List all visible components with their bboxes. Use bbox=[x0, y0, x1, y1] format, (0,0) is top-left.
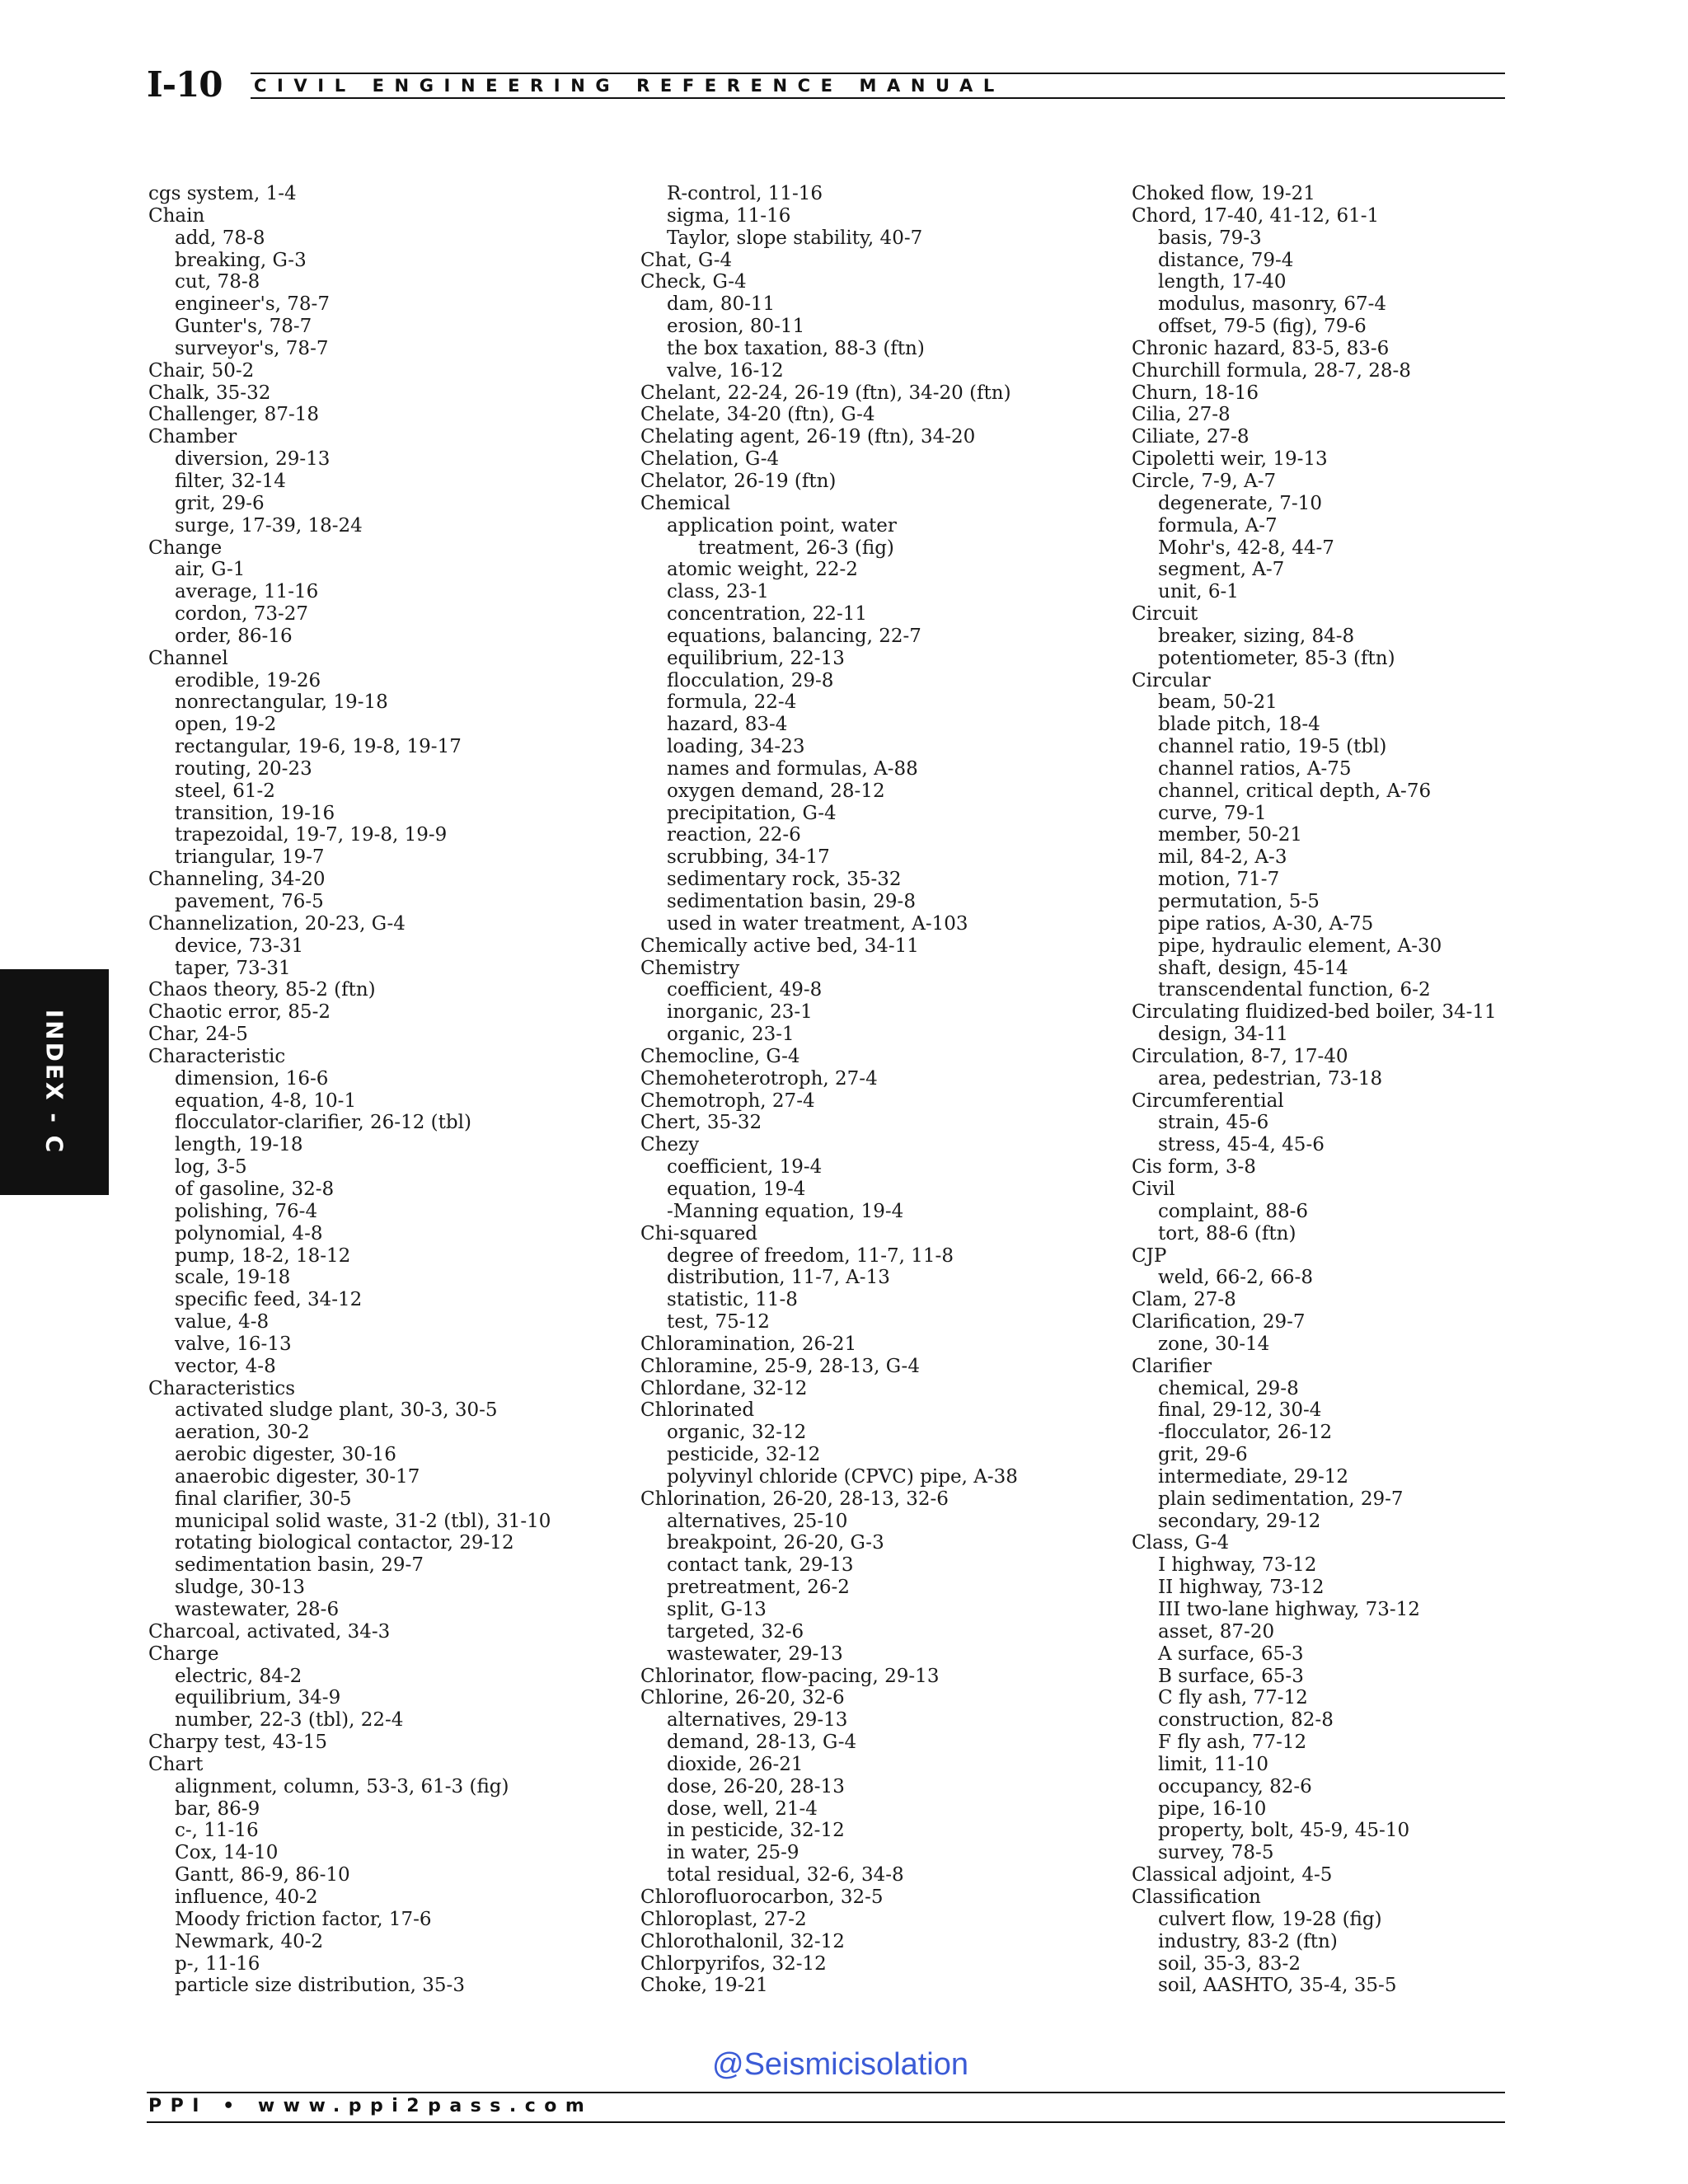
index-subentry: dose, 26-20, 28-13 bbox=[667, 1775, 845, 1797]
index-entry: Classification bbox=[1132, 1886, 1261, 1908]
index-subentry: log, 3-5 bbox=[175, 1156, 247, 1179]
index-subentry: equations, balancing, 22-7 bbox=[667, 625, 921, 647]
index-subentry: targeted, 32-6 bbox=[667, 1620, 804, 1643]
index-subentry: culvert flow, 19-28 (fig) bbox=[1158, 1908, 1382, 1930]
index-entry: Clam, 27-8 bbox=[1132, 1289, 1236, 1311]
index-subentry: sigma, 11-16 bbox=[667, 204, 791, 227]
index-subentry: breaking, G-3 bbox=[175, 249, 307, 271]
index-subentry: R-control, 11-16 bbox=[667, 183, 823, 204]
index-subentry: polyvinyl chloride (CPVC) pipe, A-38 bbox=[667, 1465, 1018, 1488]
index-subentry: activated sludge plant, 30-3, 30-5 bbox=[175, 1399, 498, 1422]
index-entry: Chloroplast, 27-2 bbox=[640, 1908, 807, 1930]
index-entry: Chemically active bed, 34-11 bbox=[640, 935, 919, 957]
index-subentry: member, 50-21 bbox=[1158, 824, 1302, 846]
index-subentry: value, 4-8 bbox=[175, 1311, 270, 1333]
index-entry: Chemoheterotroph, 27-4 bbox=[640, 1067, 878, 1090]
footer-rule-bottom bbox=[147, 2121, 1505, 2123]
index-subentry: breakpoint, 26-20, G-3 bbox=[667, 1532, 884, 1554]
index-entry: Circuit bbox=[1132, 603, 1198, 626]
index-subentry: length, 19-18 bbox=[175, 1134, 303, 1156]
index-entry: Class, G-4 bbox=[1132, 1532, 1230, 1554]
index-entry: Cis form, 3-8 bbox=[1132, 1156, 1256, 1179]
index-subentry: plain sedimentation, 29-7 bbox=[1158, 1488, 1404, 1510]
index-subentry: mil, 84-2, A-3 bbox=[1158, 846, 1287, 869]
footer-text: PPI • www.ppi2pass.com bbox=[148, 2096, 593, 2116]
index-subentry: rectangular, 19-6, 19-8, 19-17 bbox=[175, 736, 462, 758]
index-entry: Chelate, 34-20 (ftn), G-4 bbox=[640, 404, 875, 426]
index-entry: Change bbox=[148, 537, 223, 559]
index-subentry: area, pedestrian, 73-18 bbox=[1158, 1067, 1383, 1090]
index-subentry: surveyor's, 78-7 bbox=[175, 337, 329, 359]
index-subentry: cordon, 73-27 bbox=[175, 603, 309, 626]
index-subentry: zone, 30-14 bbox=[1158, 1333, 1270, 1355]
index-subentry: air, G-1 bbox=[175, 559, 246, 581]
index-entry: Chemical bbox=[640, 492, 731, 514]
index-subentry: pipe, hydraulic element, A-30 bbox=[1158, 935, 1442, 957]
index-subentry: dioxide, 26-21 bbox=[667, 1753, 804, 1775]
index-subentry: pump, 18-2, 18-12 bbox=[175, 1244, 351, 1267]
index-entry: Chlordane, 32-12 bbox=[640, 1377, 808, 1399]
index-subentry: steel, 61-2 bbox=[175, 780, 275, 802]
index-subentry: concentration, 22-11 bbox=[667, 603, 867, 626]
index-entry: Chlorination, 26-20, 28-13, 32-6 bbox=[640, 1488, 949, 1510]
index-subentry: erodible, 19-26 bbox=[175, 669, 321, 691]
index-entry: Chelation, G-4 bbox=[640, 448, 780, 471]
index-subentry: beam, 50-21 bbox=[1158, 691, 1278, 714]
index-entry: CJP bbox=[1132, 1244, 1167, 1267]
index-entry: Chemistry bbox=[640, 957, 740, 979]
index-subentry: soil, 35-3, 83-2 bbox=[1158, 1952, 1301, 1975]
index-entry: Chalk, 35-32 bbox=[148, 382, 271, 404]
index-subentry: grit, 29-6 bbox=[175, 492, 265, 514]
index-subentry: used in water treatment, A-103 bbox=[667, 912, 968, 935]
index-subentry: valve, 16-13 bbox=[175, 1333, 292, 1355]
index-subentry: alternatives, 29-13 bbox=[667, 1709, 848, 1732]
index-subentry: distance, 79-4 bbox=[1158, 249, 1294, 271]
index-entry: Chaos theory, 85-2 (ftn) bbox=[148, 979, 376, 1001]
index-entry: Challenger, 87-18 bbox=[148, 404, 319, 426]
page-number: I-10 bbox=[147, 64, 223, 105]
index-subentry: coefficient, 49-8 bbox=[667, 979, 823, 1001]
index-subentry: distribution, 11-7, A-13 bbox=[667, 1267, 890, 1289]
index-entry: Chi-squared bbox=[640, 1222, 757, 1244]
index-subentry: filter, 32-14 bbox=[175, 470, 286, 492]
index-subentry: length, 17-40 bbox=[1158, 271, 1287, 293]
index-entry: Chlorinator, flow-pacing, 29-13 bbox=[640, 1665, 940, 1687]
index-subentry: sludge, 30-13 bbox=[175, 1577, 305, 1599]
index-entry: Circle, 7-9, A-7 bbox=[1132, 470, 1277, 492]
index-subentry: shaft, design, 45-14 bbox=[1158, 957, 1348, 979]
index-subentry: offset, 79-5 (fig), 79-6 bbox=[1158, 316, 1367, 338]
index-subentry: modulus, masonry, 67-4 bbox=[1158, 293, 1386, 316]
index-subentry: grit, 29-6 bbox=[1158, 1444, 1248, 1466]
index-entry: Circulation, 8-7, 17-40 bbox=[1132, 1045, 1348, 1067]
index-entry: Channeling, 34-20 bbox=[148, 869, 326, 891]
index-subentry: II highway, 73-12 bbox=[1158, 1577, 1325, 1599]
index-subentry: stress, 45-4, 45-6 bbox=[1158, 1134, 1325, 1156]
index-subentry: formula, 22-4 bbox=[667, 691, 797, 714]
index-subentry: III two-lane highway, 73-12 bbox=[1158, 1599, 1420, 1620]
index-entry: Chlorinated bbox=[640, 1399, 755, 1422]
index-subentry: dose, well, 21-4 bbox=[667, 1797, 818, 1820]
header-rule-bottom bbox=[251, 97, 1505, 99]
index-entry: Chain bbox=[148, 204, 205, 227]
index-subentry: application point, water bbox=[667, 514, 897, 537]
index-subentry: pavement, 76-5 bbox=[175, 891, 324, 912]
index-subentry: order, 86-16 bbox=[175, 625, 293, 647]
index-entry: cgs system, 1-4 bbox=[148, 183, 297, 204]
index-subentry: loading, 34-23 bbox=[667, 736, 805, 758]
index-entry: Chelator, 26-19 (ftn) bbox=[640, 470, 837, 492]
index-subentry: -Manning equation, 19-4 bbox=[667, 1200, 904, 1222]
index-subentry: tort, 88-6 (ftn) bbox=[1158, 1222, 1296, 1244]
index-subentry: specific feed, 34-12 bbox=[175, 1289, 363, 1311]
index-subentry: in water, 25-9 bbox=[667, 1842, 799, 1864]
index-subentry: organic, 23-1 bbox=[667, 1024, 795, 1046]
index-subentry: aerobic digester, 30-16 bbox=[175, 1444, 396, 1466]
index-subentry: in pesticide, 32-12 bbox=[667, 1820, 845, 1842]
index-subentry: motion, 71-7 bbox=[1158, 869, 1280, 891]
index-subentry: of gasoline, 32-8 bbox=[175, 1178, 335, 1200]
index-entry: Characteristics bbox=[148, 1377, 296, 1399]
index-column-2 bbox=[640, 183, 1102, 1997]
index-subentry: basis, 79-3 bbox=[1158, 227, 1262, 249]
footer-rule-top bbox=[147, 2092, 1505, 2093]
index-subentry: C fly ash, 77-12 bbox=[1158, 1687, 1308, 1709]
index-entry: Chat, G-4 bbox=[640, 249, 733, 271]
index-subentry: triangular, 19-7 bbox=[175, 846, 325, 869]
index-entry: Charcoal, activated, 34-3 bbox=[148, 1620, 391, 1643]
index-entry: Chaotic error, 85-2 bbox=[148, 1001, 331, 1024]
index-subentry: engineer's, 78-7 bbox=[175, 293, 330, 316]
index-entry: Chemocline, G-4 bbox=[640, 1045, 800, 1067]
index-subentry: flocculator-clarifier, 26-12 (tbl) bbox=[175, 1112, 471, 1134]
index-entry: Chloramine, 25-9, 28-13, G-4 bbox=[640, 1355, 920, 1377]
index-subentry: electric, 84-2 bbox=[175, 1665, 302, 1687]
index-entry: Check, G-4 bbox=[640, 271, 747, 293]
index-subentry: Moody friction factor, 17-6 bbox=[175, 1908, 432, 1930]
index-subentry: A surface, 65-3 bbox=[1158, 1643, 1304, 1665]
index-entry: Chert, 35-32 bbox=[640, 1112, 762, 1134]
index-subentry: sedimentary rock, 35-32 bbox=[667, 869, 902, 891]
index-subentry: transcendental function, 6-2 bbox=[1158, 979, 1431, 1001]
index-subentry: contact tank, 29-13 bbox=[667, 1554, 854, 1577]
index-subentry: degree of freedom, 11-7, 11-8 bbox=[667, 1244, 954, 1267]
running-title: CIVIL ENGINEERING REFERENCE MANUAL bbox=[254, 76, 1005, 96]
index-subentry: segment, A-7 bbox=[1158, 559, 1285, 581]
index-subentry: permutation, 5-5 bbox=[1158, 891, 1320, 912]
index-subentry: pipe ratios, A-30, A-75 bbox=[1158, 912, 1374, 935]
index-subentry: taper, 73-31 bbox=[175, 957, 291, 979]
index-column-1 bbox=[148, 183, 610, 1997]
index-subentry: pipe, 16-10 bbox=[1158, 1797, 1267, 1820]
index-subentry: Cox, 14-10 bbox=[175, 1842, 279, 1864]
index-subentry: alternatives, 25-10 bbox=[667, 1510, 848, 1532]
index-subentry: nonrectangular, 19-18 bbox=[175, 691, 388, 714]
index-subentry: influence, 40-2 bbox=[175, 1886, 318, 1908]
index-entry: Chord, 17-40, 41-12, 61-1 bbox=[1132, 204, 1380, 227]
index-subentry: names and formulas, A-88 bbox=[667, 757, 918, 780]
index-subentry: statistic, 11-8 bbox=[667, 1289, 798, 1311]
index-subentry: polishing, 76-4 bbox=[175, 1200, 318, 1222]
index-entry: Characteristic bbox=[148, 1045, 286, 1067]
index-entry: Chamber bbox=[148, 426, 237, 448]
index-subentry: potentiometer, 85-3 (ftn) bbox=[1158, 647, 1395, 669]
index-subentry: sedimentation basin, 29-7 bbox=[175, 1554, 424, 1577]
index-subentry: c-, 11-16 bbox=[175, 1820, 259, 1842]
index-subentry: survey, 78-5 bbox=[1158, 1842, 1274, 1864]
index-entry: Chemotroph, 27-4 bbox=[640, 1090, 815, 1112]
index-subentry: F fly ash, 77-12 bbox=[1158, 1732, 1307, 1754]
index-entry: Chezy bbox=[640, 1134, 700, 1156]
index-entry: Circulating fluidized-bed boiler, 34-11 bbox=[1132, 1001, 1497, 1024]
index-column-3 bbox=[1132, 183, 1593, 1997]
index-subentry: secondary, 29-12 bbox=[1158, 1510, 1321, 1532]
index-subentry: cut, 78-8 bbox=[175, 271, 260, 293]
watermark-text: @Seismicisolation bbox=[712, 2047, 969, 2082]
index-subentry: channel, critical depth, A-76 bbox=[1158, 780, 1432, 802]
index-subentry: polynomial, 4-8 bbox=[175, 1222, 323, 1244]
index-subentry: p-, 11-16 bbox=[175, 1952, 260, 1975]
index-subentry: routing, 20-23 bbox=[175, 757, 312, 780]
index-entry: Clarification, 29-7 bbox=[1132, 1311, 1306, 1333]
index-subentry: breaker, sizing, 84-8 bbox=[1158, 625, 1355, 647]
index-entry: Chronic hazard, 83-5, 83-6 bbox=[1132, 337, 1390, 359]
index-entry: Chelant, 22-24, 26-19 (ftn), 34-20 (ftn) bbox=[640, 382, 1011, 404]
index-subentry: sedimentation basin, 29-8 bbox=[667, 891, 916, 912]
index-entry: Chlorofluorocarbon, 32-5 bbox=[640, 1886, 884, 1908]
index-subentry: organic, 32-12 bbox=[667, 1422, 807, 1444]
index-subentry: device, 73-31 bbox=[175, 935, 304, 957]
index-entry: Classical adjoint, 4-5 bbox=[1132, 1864, 1333, 1886]
index-subentry: precipitation, G-4 bbox=[667, 802, 837, 824]
index-subentry: final clarifier, 30-5 bbox=[175, 1488, 352, 1510]
index-subentry: industry, 83-2 (ftn) bbox=[1158, 1930, 1338, 1952]
index-subentry: anaerobic digester, 30-17 bbox=[175, 1465, 420, 1488]
index-entry: Chart bbox=[148, 1753, 204, 1775]
index-entry: Chloramination, 26-21 bbox=[640, 1333, 857, 1355]
index-entry: Chelating agent, 26-19 (ftn), 34-20 bbox=[640, 426, 976, 448]
index-subentry: transition, 19-16 bbox=[175, 802, 335, 824]
index-subentry: occupancy, 82-6 bbox=[1158, 1775, 1312, 1797]
index-subentry: limit, 11-10 bbox=[1158, 1753, 1269, 1775]
index-subentry: inorganic, 23-1 bbox=[667, 1001, 813, 1024]
index-entry: Chlorine, 26-20, 32-6 bbox=[640, 1687, 845, 1709]
index-subentry: asset, 87-20 bbox=[1158, 1620, 1275, 1643]
index-entry: Circular bbox=[1132, 669, 1211, 691]
index-subentry: average, 11-16 bbox=[175, 581, 319, 603]
index-subentry: erosion, 80-11 bbox=[667, 316, 805, 338]
index-subentry: pretreatment, 26-2 bbox=[667, 1577, 850, 1599]
index-subentry: curve, 79-1 bbox=[1158, 802, 1267, 824]
index-subentry: construction, 82-8 bbox=[1158, 1709, 1334, 1732]
index-subentry: equation, 4-8, 10-1 bbox=[175, 1090, 357, 1112]
index-subentry: oxygen demand, 28-12 bbox=[667, 780, 885, 802]
index-subentry: coefficient, 19-4 bbox=[667, 1156, 823, 1179]
index-subentry: open, 19-2 bbox=[175, 714, 277, 736]
index-subentry: B surface, 65-3 bbox=[1158, 1665, 1304, 1687]
index-entry: Choke, 19-21 bbox=[640, 1975, 768, 1997]
index-entry: Civil bbox=[1132, 1178, 1175, 1200]
index-entry: Churchill formula, 28-7, 28-8 bbox=[1132, 359, 1411, 382]
index-subentry: the box taxation, 88-3 (ftn) bbox=[667, 337, 925, 359]
index-entry: Chlorpyrifos, 32-12 bbox=[640, 1952, 827, 1975]
index-subentry: valve, 16-12 bbox=[667, 359, 784, 382]
index-entry: Channel bbox=[148, 647, 228, 669]
index-subentry: equilibrium, 34-9 bbox=[175, 1687, 341, 1709]
index-subentry: Gunter's, 78-7 bbox=[175, 316, 312, 338]
index-subentry: complaint, 88-6 bbox=[1158, 1200, 1309, 1222]
index-subentry: pesticide, 32-12 bbox=[667, 1444, 821, 1466]
index-subentry: surge, 17-39, 18-24 bbox=[175, 514, 363, 537]
index-subentry: channel ratio, 19-5 (tbl) bbox=[1158, 736, 1387, 758]
index-subentry: demand, 28-13, G-4 bbox=[667, 1732, 857, 1754]
index-entry: Char, 24-5 bbox=[148, 1024, 248, 1046]
index-subentry: aeration, 30-2 bbox=[175, 1422, 310, 1444]
index-subentry: flocculation, 29-8 bbox=[667, 669, 834, 691]
index-subentry: property, bolt, 45-9, 45-10 bbox=[1158, 1820, 1410, 1842]
index-entry: Channelization, 20-23, G-4 bbox=[148, 912, 406, 935]
index-subentry: degenerate, 7-10 bbox=[1158, 492, 1322, 514]
index-entry: Cipoletti weir, 19-13 bbox=[1132, 448, 1328, 471]
index-subentry: diversion, 29-13 bbox=[175, 448, 331, 471]
index-entry: Choked flow, 19-21 bbox=[1132, 183, 1315, 204]
index-subentry: dimension, 16-6 bbox=[175, 1067, 329, 1090]
index-entry: Clarifier bbox=[1132, 1355, 1212, 1377]
index-subentry: equation, 19-4 bbox=[667, 1178, 806, 1200]
index-entry: Chair, 50-2 bbox=[148, 359, 255, 382]
index-subentry: trapezoidal, 19-7, 19-8, 19-9 bbox=[175, 824, 448, 846]
index-subentry: particle size distribution, 35-3 bbox=[175, 1975, 465, 1997]
index-subentry: test, 75-12 bbox=[667, 1311, 770, 1333]
index-subentry: total residual, 32-6, 34-8 bbox=[667, 1864, 904, 1886]
index-subentry: wastewater, 29-13 bbox=[667, 1643, 843, 1665]
index-section-tab bbox=[0, 969, 109, 1195]
page-header bbox=[147, 59, 1505, 105]
index-subentry: treatment, 26-3 (fig) bbox=[698, 537, 894, 559]
index-subentry: Newmark, 40-2 bbox=[175, 1930, 324, 1952]
index-subentry: chemical, 29-8 bbox=[1158, 1377, 1299, 1399]
index-subentry: soil, AASHTO, 35-4, 35-5 bbox=[1158, 1975, 1397, 1997]
index-subentry: intermediate, 29-12 bbox=[1158, 1465, 1349, 1488]
index-entry: Circumferential bbox=[1132, 1090, 1284, 1112]
index-subentry: Gantt, 86-9, 86-10 bbox=[175, 1864, 350, 1886]
index-entry: Charpy test, 43-15 bbox=[148, 1732, 327, 1754]
header-rule-top bbox=[251, 73, 1505, 74]
index-subentry: Taylor, slope stability, 40-7 bbox=[667, 227, 923, 249]
index-subentry: -flocculator, 26-12 bbox=[1158, 1422, 1333, 1444]
index-subentry: Mohr's, 42-8, 44-7 bbox=[1158, 537, 1334, 559]
index-subentry: weld, 66-2, 66-8 bbox=[1158, 1267, 1313, 1289]
index-subentry: rotating biological contactor, 29-12 bbox=[175, 1532, 514, 1554]
index-entry: Ciliate, 27-8 bbox=[1132, 426, 1250, 448]
index-subentry: wastewater, 28-6 bbox=[175, 1599, 340, 1620]
index-subentry: blade pitch, 18-4 bbox=[1158, 714, 1320, 736]
index-subentry: scale, 19-18 bbox=[175, 1267, 291, 1289]
index-subentry: equilibrium, 22-13 bbox=[667, 647, 845, 669]
index-subentry: add, 78-8 bbox=[175, 227, 265, 249]
index-subentry: dam, 80-11 bbox=[667, 293, 776, 316]
index-subentry: municipal solid waste, 31-2 (tbl), 31-10 bbox=[175, 1510, 551, 1532]
index-subentry: atomic weight, 22-2 bbox=[667, 559, 858, 581]
index-subentry: alignment, column, 53-3, 61-3 (fig) bbox=[175, 1775, 509, 1797]
index-entry: Cilia, 27-8 bbox=[1132, 404, 1231, 426]
index-subentry: bar, 86-9 bbox=[175, 1797, 260, 1820]
index-subentry: reaction, 22-6 bbox=[667, 824, 801, 846]
index-subentry: number, 22-3 (tbl), 22-4 bbox=[175, 1709, 404, 1732]
index-subentry: split, G-13 bbox=[667, 1599, 767, 1620]
index-subentry: I highway, 73-12 bbox=[1158, 1554, 1317, 1577]
index-subentry: unit, 6-1 bbox=[1158, 581, 1239, 603]
index-subentry: formula, A-7 bbox=[1158, 514, 1278, 537]
index-subentry: vector, 4-8 bbox=[175, 1355, 276, 1377]
index-subentry: hazard, 83-4 bbox=[667, 714, 788, 736]
index-subentry: design, 34-11 bbox=[1158, 1024, 1288, 1046]
index-subentry: channel ratios, A-75 bbox=[1158, 757, 1352, 780]
index-subentry: strain, 45-6 bbox=[1158, 1112, 1269, 1134]
index-entry: Chlorothalonil, 32-12 bbox=[640, 1930, 845, 1952]
index-section-tab-label: INDEX - C bbox=[40, 1009, 68, 1155]
index-subentry: class, 23-1 bbox=[667, 581, 769, 603]
index-subentry: scrubbing, 34-17 bbox=[667, 846, 830, 869]
index-entry: Charge bbox=[148, 1643, 219, 1665]
index-subentry: final, 29-12, 30-4 bbox=[1158, 1399, 1322, 1422]
index-entry: Churn, 18-16 bbox=[1132, 382, 1259, 404]
